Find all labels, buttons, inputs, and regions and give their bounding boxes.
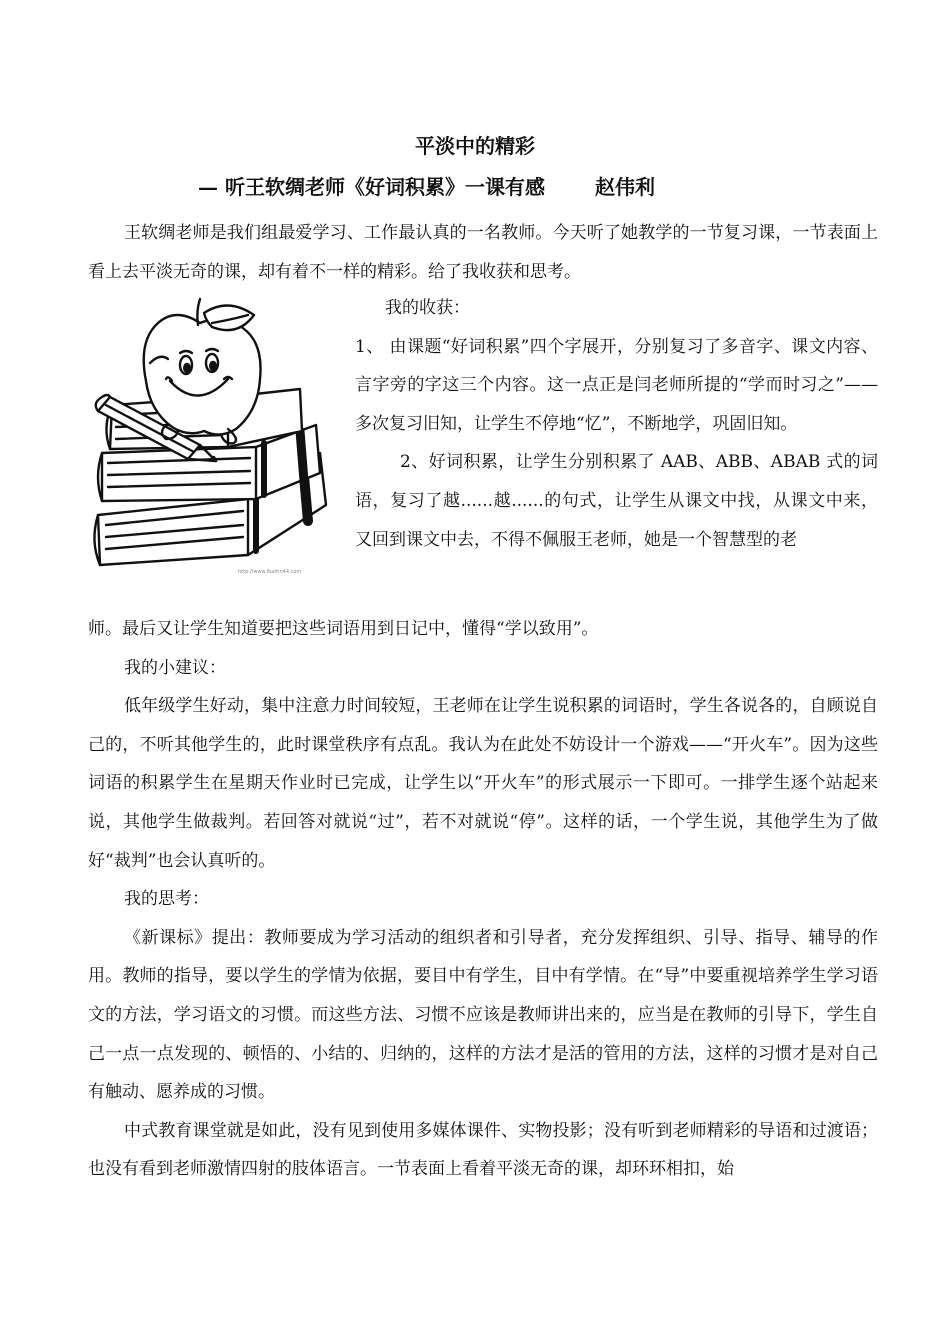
intro-section <box>88 214 878 291</box>
harvest-section <box>355 289 878 559</box>
reflection-paragraph-2: 中式教育课堂就是如此，没有见到使用多媒体课件、实物投影；没有听到老师精彩的导语和过渡语；也没有看到老师激情四射的肢体语言。一节表面上看着平淡无奇的课，却环环相扣，始 <box>88 1120 878 1180</box>
watermark-text: http://www.lbathn44.com <box>238 569 302 575</box>
subtitle-text: — 听王软绸老师《好词积累》一课有感 <box>198 175 545 199</box>
apple-on-books-icon <box>88 293 340 580</box>
suggestion-paragraph: 低年级学生好动，集中注意力时间较短，王老师在让学生说积累的词语时，学生各说各的，自顾说自己的，不听其他学生的，此时课堂秩序有点乱。我认为在此处不妨设计一个游戏——“开火车”。因为这些词语的积累学生在星期天作业时已完成，让学生以“开火车”的形式展示一下即可。一排学生逐个站起来说，其他学生做裁判。若回答对就说“过”，若不对就说“停”。这样的话，一个学生说，其他学生为了做好“裁判”也会认真听的。 <box>88 696 878 871</box>
harvest-item-2: 2、好词积累，让学生分别积累了 AAB、ABB、ABAB 式的词语，复习了越......越......的句式，让学生从课文中找，从课文中来，又回到课文中去，不得不佩服王老师，她是一个智慧型的老 <box>355 452 878 550</box>
page-title: 平淡中的精彩 <box>415 134 535 158</box>
harvest-item-1: 1、 由课题“好词积累”四个字展开，分别复习了多音字、课文内容、言字旁的字这三个内容。这一点正是闫老师所提的“学而时习之”——多次复习旧知，让学生不停地“忆”，不断地学，巩固旧知。 <box>355 336 878 434</box>
main-body <box>88 610 878 1189</box>
author-name: 赵伟利 <box>594 175 655 199</box>
reflection-heading: 我的思考： <box>124 889 209 910</box>
intro-paragraph: 王软绸老师是我们组最爱学习、工作最认真的一名教师。今天听了她教学的一节复习课，一节表面上看上去平淡无奇的课，却有着不一样的精彩。给了我收获和思考。 <box>88 223 878 282</box>
harvest-heading: 我的收获： <box>385 298 470 318</box>
suggestion-heading: 我的小建议： <box>124 657 226 678</box>
page-subtitle <box>198 173 655 201</box>
harvest-item-2-continued: 师。最后又让学生知道要把这些词语用到日记中，懂得“学以致用”。 <box>88 619 599 639</box>
reflection-paragraph-1: 《新课标》提出：教师要成为学习活动的组织者和引导者，充分发挥组织、引导、指导、辅导的作用。教师的指导，要以学生的学情为依据，要目中有学生，目中有学情。在“导”中要重视培养学生学习语文的方法，学习语文的习惯。而这些方法、习惯不应该是教师讲出来的，应当是在教师的引导下，学生自己一点一点发现的、顿悟的、小结的、归纳的，这样的方法才是活的管用的方法，这样的习惯才是对自己有触动、愿养成的习惯。 <box>88 927 878 1103</box>
